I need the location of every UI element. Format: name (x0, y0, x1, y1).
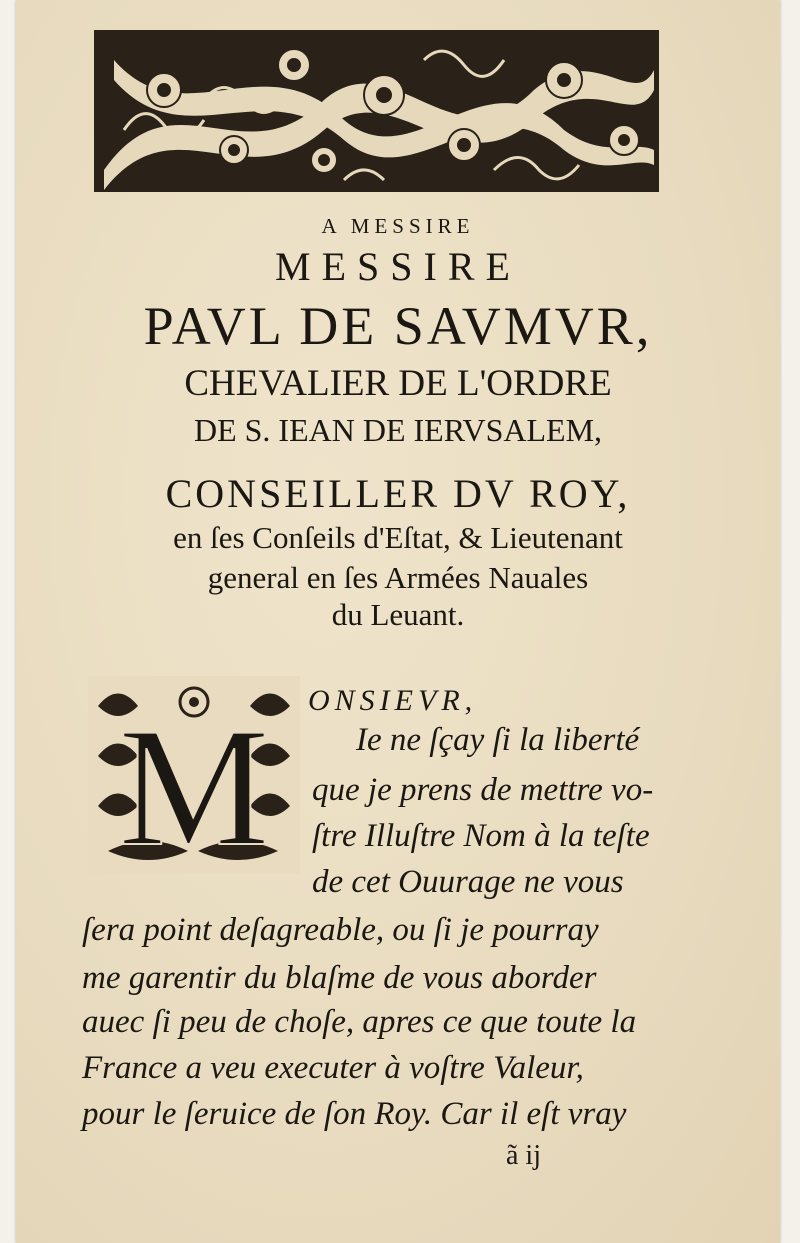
office-line: CONSEILLER DV ROY, (165, 471, 631, 516)
order-line-2: DE S. IEAN DE IERVSALEM, (193, 412, 603, 448)
detail-line-3: du Leuant. (331, 597, 465, 632)
body-line: auec ſi peu de choſe, apres ce que toute la (82, 1004, 637, 1040)
body-line: France a veu executer à voſtre Valeur, (82, 1050, 584, 1086)
messire-line: MESSIRE (275, 244, 521, 289)
body-line: pour le ſeruice de ſon Roy. Car il eſt vray (82, 1096, 627, 1132)
body-line: que je prens de mettre vo- (312, 772, 654, 808)
detail-line-2: general en ſes Armées Nauales (207, 560, 589, 595)
signature-mark: ã ij (506, 1140, 541, 1171)
body-line: ſtre Illuſtre Nom à la teſte (312, 818, 650, 854)
order-line-1: CHEVALIER DE L'ORDRE (184, 363, 612, 404)
floral-headpiece-icon (94, 30, 659, 192)
detail-line-1: en ſes Conſeils d'Eſtat, & Lieutenant (173, 520, 623, 555)
dedicatee-name: PAVL DE SAVMVR, (143, 296, 653, 356)
body-line: ſera point deſagreable, ou ſi je pourray (82, 912, 599, 948)
floral-initial-icon (88, 676, 300, 874)
book-page (16, 0, 780, 1243)
body-line: Ie ne ſçay ſi la liberté (356, 722, 640, 758)
body-line: de cet Ouurage ne vous (312, 864, 624, 900)
dedication-line: A MESSIRE (321, 214, 475, 238)
drop-cap-letter: M (118, 693, 270, 874)
salutation: ONSIEVR, (308, 684, 478, 717)
body-line: me garentir du blaſme de vous aborder (82, 960, 597, 996)
